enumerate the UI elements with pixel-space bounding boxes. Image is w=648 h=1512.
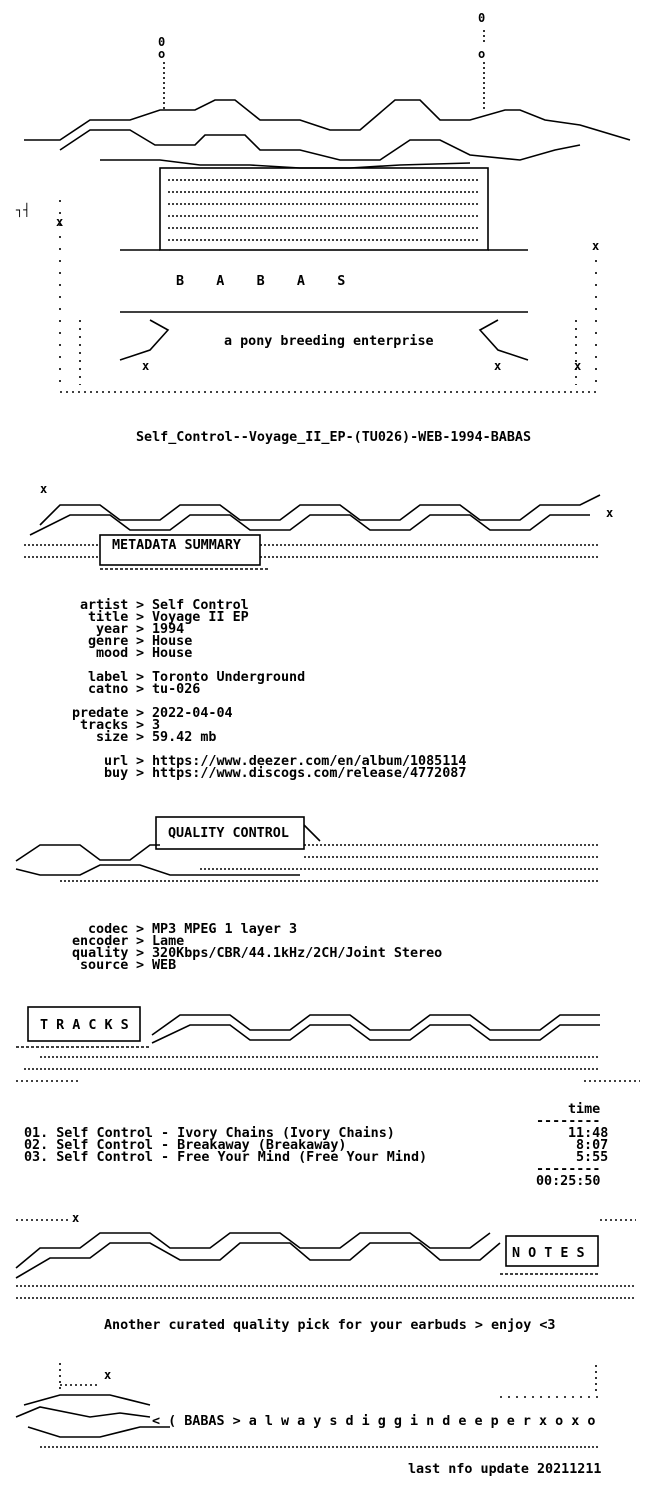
title-value: Voyage II EP bbox=[152, 610, 249, 625]
artist-value: Self Control bbox=[152, 598, 249, 613]
url-link[interactable]: https://www.deezer.com/en/album/1085114 bbox=[152, 754, 467, 769]
mood-value: House bbox=[152, 646, 193, 661]
quality-banner-art bbox=[0, 805, 648, 905]
svg-text:x: x bbox=[574, 359, 582, 373]
svg-text:x: x bbox=[56, 215, 64, 229]
svg-text:o: o bbox=[158, 47, 166, 61]
codec-value: MP3 MPEG 1 layer 3 bbox=[152, 922, 298, 937]
catno-label: catno bbox=[88, 682, 129, 697]
predate-value: 2022-04-04 bbox=[152, 706, 233, 721]
codec-label: codec bbox=[88, 922, 129, 937]
svg-text:o: o bbox=[478, 47, 486, 61]
track-3-time: 5:55 bbox=[576, 1150, 609, 1165]
svg-text:0: 0 bbox=[478, 11, 486, 25]
predate-label: predate bbox=[72, 706, 129, 721]
quality-label: quality bbox=[72, 946, 129, 961]
track-2-time: 8:07 bbox=[576, 1138, 609, 1153]
source-label: source bbox=[80, 958, 129, 973]
metadata-section-title: METADATA SUMMARY bbox=[112, 538, 241, 553]
year-label: year bbox=[96, 622, 129, 637]
release-name: Self_Control--Voyage_II_EP-(TU026)-WEB-1994-BABAS bbox=[136, 430, 532, 445]
tracks-label: tracks bbox=[80, 718, 129, 733]
quality-section-title: QUALITY CONTROL bbox=[168, 826, 289, 841]
svg-text:x: x bbox=[494, 359, 502, 373]
time-divider: -------- bbox=[536, 1114, 601, 1129]
track-3: 03. Self Control - Free Your Mind (Free Your Mind) bbox=[24, 1150, 428, 1165]
track-1: 01. Self Control - Ivory Chains (Ivory Chains) bbox=[24, 1126, 395, 1141]
catno-value: tu-026 bbox=[152, 682, 201, 697]
artist-label: artist bbox=[80, 598, 129, 613]
footer-motto: a l w a y s d i g g i n d e e p e r x o x o bbox=[248, 1414, 596, 1429]
track-1-time: 11:48 bbox=[568, 1126, 609, 1141]
buy-link[interactable]: https://www.discogs.com/release/4772087 bbox=[152, 766, 467, 781]
svg-text:x: x bbox=[142, 359, 150, 373]
label-value: Toronto Underground bbox=[152, 670, 306, 685]
size-label: size bbox=[96, 730, 129, 745]
svg-text:x: x bbox=[606, 506, 614, 520]
track-2: 02. Self Control - Breakaway (Breakaway) bbox=[24, 1138, 347, 1153]
total-divider: -------- bbox=[536, 1162, 601, 1177]
tracks-banner-art bbox=[0, 995, 648, 1095]
time-header: time bbox=[568, 1102, 601, 1117]
footer-line: < ( BABAS > a l w a y s d i g g i n d e e p e r x o x o bbox=[152, 1414, 596, 1429]
header-tagline: a pony breeding enterprise bbox=[224, 334, 434, 349]
quality-value: 320Kbps/CBR/44.1kHz/2CH/Joint Stereo bbox=[152, 946, 443, 961]
buy-label: buy bbox=[104, 766, 129, 781]
svg-text:x: x bbox=[592, 239, 600, 253]
svg-text:x: x bbox=[72, 1211, 80, 1225]
label-label: label bbox=[88, 670, 129, 685]
size-value: 59.42 mb bbox=[152, 730, 217, 745]
year-value: 1994 bbox=[152, 622, 185, 637]
encoder-label: encoder bbox=[72, 934, 129, 949]
footer-group: BABAS bbox=[184, 1414, 225, 1429]
mood-label: mood bbox=[96, 646, 129, 661]
last-update: last nfo update 20211211 bbox=[408, 1462, 602, 1477]
header-letters: B A B A S bbox=[176, 274, 346, 289]
svg-text:0: 0 bbox=[158, 35, 166, 49]
title-label: title bbox=[88, 610, 129, 625]
notes-text: Another curated quality pick for your earbuds > enjoy <3 bbox=[104, 1318, 556, 1333]
metadata-banner-art bbox=[0, 465, 648, 575]
footer-logo-art bbox=[0, 1355, 648, 1455]
source-value: WEB bbox=[152, 958, 177, 973]
nfo-document: 0 o 0 o ┐┤ x x x x x B A B A S a pony breeding enterprise Self_Control--Voyage_II_EP-(TU026)-WEB-1994-BABAS x x METADATA SUMMARY artist > Self Control title > Voyage II EP year > 1994 genre > House mood > House label > Toronto Underground catno > tu-026 predate > 2022-04-04 tracks > 3 size > 59.42 mb url > https://www.deezer.com/en/album/1085114 buy > https://www.discogs.com/release/4772087 QUALITY CONTROL codec > MP3 MPEG 1 layer 3 encoder > Lame quality > 320Kbps/CBR/44.1kHz/2CH/Joint Stereo source > WEB T R A C K S time -------- 01. Self Control - Ivory Chains (Ivory Chains) 11:48 02. Self Control - Breakaway (Breakaway) 8:07 03. Self Control - Free Your Mind (Free Your Mind) 5:55 -------- 00:25:50 x N O T E S Another curated quality pick for your earbuds > enjoy <3 x < ( BABAS > a l w a y s d i g g i n d e e p e r x o x o last nfo update 20211211 bbox=[0, 0, 648, 1512]
svg-text:x: x bbox=[104, 1368, 112, 1382]
url-label: url bbox=[104, 754, 129, 769]
svg-text:┐┤: ┐┤ bbox=[16, 203, 31, 217]
notes-section-title: N O T E S bbox=[512, 1246, 585, 1261]
tracks-section-title: T R A C K S bbox=[40, 1018, 129, 1033]
svg-text:x: x bbox=[40, 482, 48, 496]
total-time: 00:25:50 bbox=[536, 1174, 601, 1189]
tracks-value: 3 bbox=[152, 718, 161, 733]
genre-label: genre bbox=[88, 634, 129, 649]
encoder-value: Lame bbox=[152, 934, 185, 949]
genre-value: House bbox=[152, 634, 193, 649]
